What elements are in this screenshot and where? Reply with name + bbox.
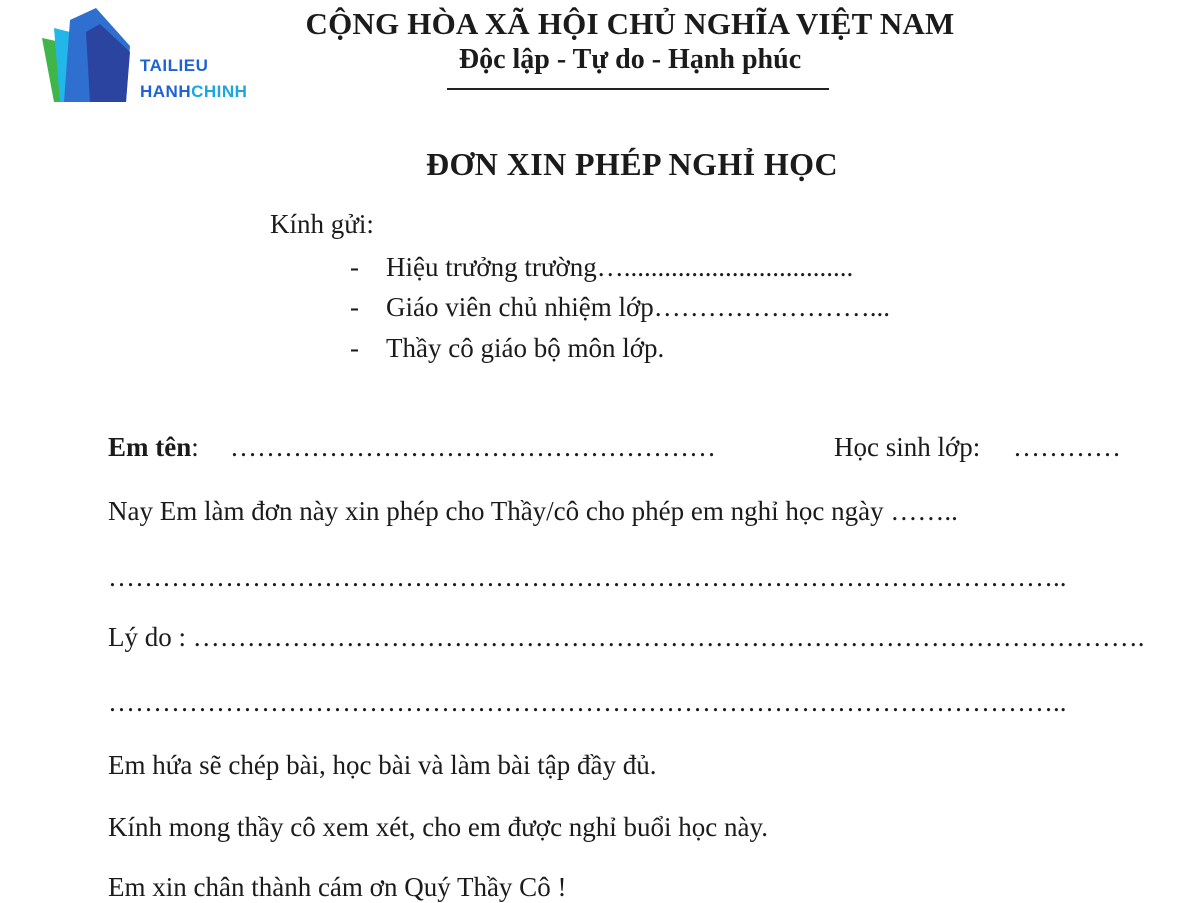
addressee-homeroom-teacher: Giáo viên chủ nhiệm lớp……………………... [386,292,890,322]
addressee-label: Kính gửi: [270,209,374,239]
motto-underline [447,88,829,90]
blank-line: …………………………………………………………………………………………….. [108,562,1067,592]
logo-text-line1: TAILIEU [140,56,209,75]
student-name-label: Em tên: [108,432,199,462]
student-name-blank: ……………………………………………… [230,432,716,462]
addressee-dash: - [350,333,359,363]
logo-mark-icon [40,6,140,106]
addressee-principal: Hiệu trưởng trường….................................. [386,252,854,282]
motto: Độc lập - Tự do - Hạnh phúc [458,44,802,75]
tailieuhanhchinh-logo [40,6,270,106]
student-class-blank: ………… [1013,432,1121,462]
blank-line: …………………………………………………………………………………………….. [108,687,1067,717]
student-class-label: Học sinh lớp: [834,432,981,462]
leave-request-sentence: Nay Em làm đơn này xin phép cho Thầy/cô cho phép em nghỉ học ngày …….. [108,496,958,526]
promise-sentence: Em hứa sẽ chép bài, học bài và làm bài tập đầy đủ. [108,750,657,780]
addressee-dash: - [350,292,359,322]
addressee-subject-teachers: Thầy cô giáo bộ môn lớp. [386,333,665,363]
national-title: CỘNG HÒA XÃ HỘI CHỦ NGHĨA VIỆT NAM [305,6,955,41]
logo-text-line2: HANHCHINH [140,82,248,101]
request-consideration-sentence: Kính mong thầy cô xem xét, cho em được nghỉ buổi học này. [108,812,769,842]
document-title: ĐƠN XIN PHÉP NGHỈ HỌC [426,146,838,182]
thanks-sentence: Em xin chân thành cám ơn Quý Thầy Cô ! [108,872,567,902]
addressee-dash: - [350,252,359,282]
reason-line: Lý do : ……………………………………………………………………………………………. [108,622,1145,652]
